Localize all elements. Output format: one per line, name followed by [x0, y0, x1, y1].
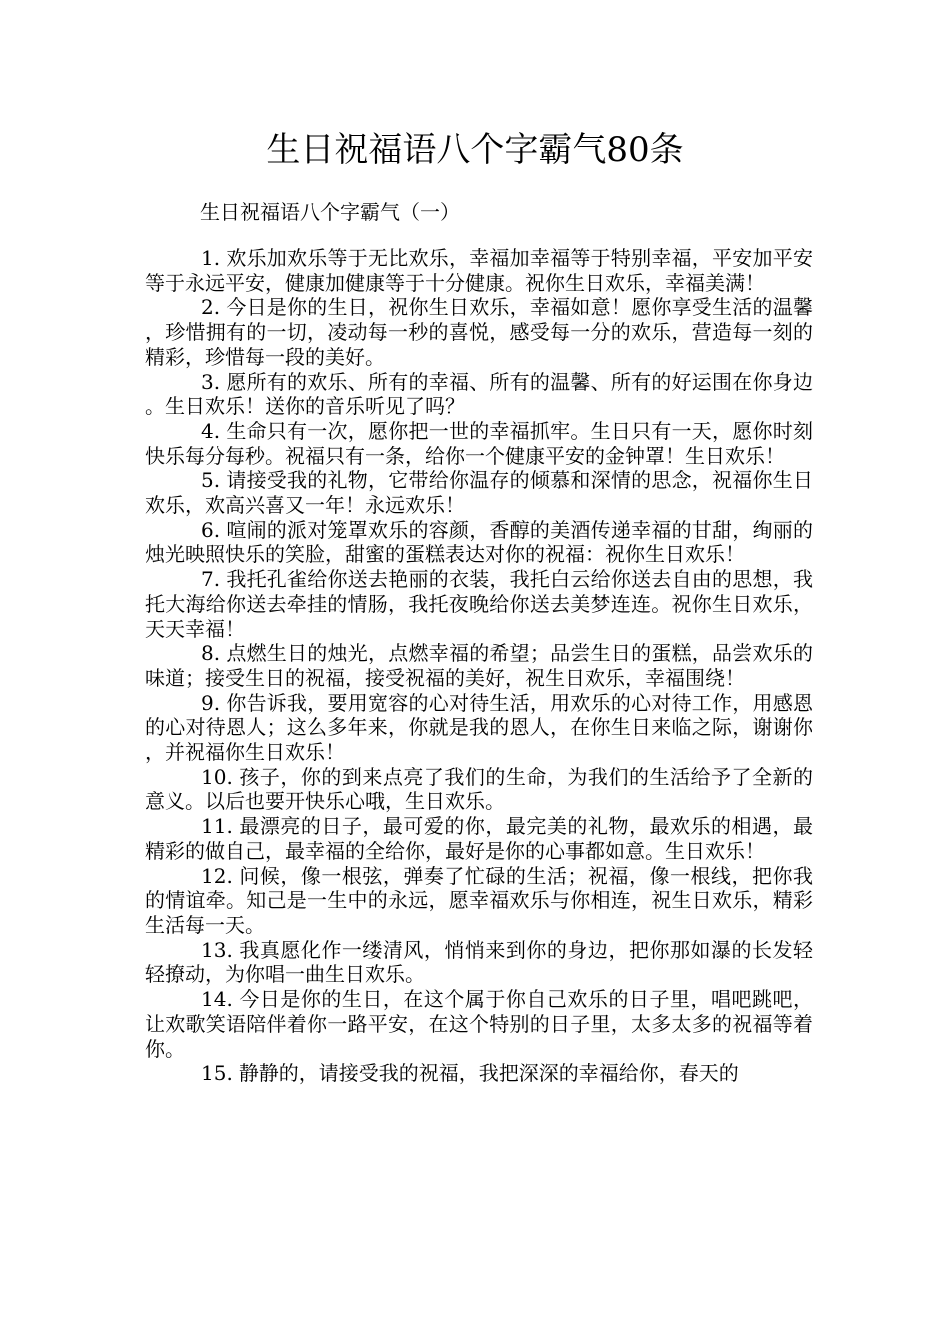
item-number: 2. [201, 295, 221, 320]
item-text: 静静的，请接受我的祝福，我把深深的幸福给你，春天的 [238, 1061, 739, 1086]
item-number: 6. [201, 517, 221, 542]
list-item [145, 419, 813, 468]
list-item [145, 370, 813, 419]
item-number: 10. [201, 764, 233, 789]
list-item [145, 765, 813, 814]
item-number: 15. [201, 1061, 233, 1086]
item-text: 点燃生日的烛光，点燃幸福的希望；品尝生日的蛋糕，品尝欢乐的味道；接受生日的祝福，接受祝福的美好，祝生日欢乐，幸福围绕！ [145, 641, 813, 690]
item-number: 9. [201, 690, 221, 715]
item-number: 11. [201, 814, 233, 839]
list-item [145, 567, 813, 641]
section-heading: 生日祝福语八个字霸气（一） [200, 200, 460, 224]
body-text [145, 246, 813, 1086]
list-item [145, 468, 813, 517]
list-item [145, 295, 813, 369]
item-number: 7. [201, 567, 221, 592]
item-text: 愿所有的欢乐、所有的幸福、所有的温馨、所有的好运围在你身边。生日欢乐！送你的音乐听见了吗？ [145, 369, 813, 419]
list-item [145, 1061, 813, 1086]
item-text: 你告诉我，要用宽容的心对待生活，用欢乐的心对待工作，用感恩的心对待恩人；这么多年来，你就是我的恩人，在你生日来临之际，谢谢你，并祝福你生日欢乐！ [145, 690, 813, 765]
list-item [145, 691, 813, 765]
item-text: 问候，像一根弦，弹奏了忙碌的生活；祝福，像一根线，把你我的情谊牵。知己是一生中的永远，愿幸福欢乐与你相连，祝生日欢乐，精彩生活每一天。 [145, 863, 813, 937]
item-number: 13. [201, 937, 233, 962]
page-title: 生日祝福语八个字霸气80条 [266, 130, 684, 170]
item-text: 欢乐加欢乐等于无比欢乐，幸福加幸福等于特别幸福，平安加平安等于永远平安，健康加健康等于十分健康。祝你生日欢乐，幸福美满！ [145, 246, 813, 295]
item-number: 14. [201, 987, 233, 1012]
list-item [145, 641, 813, 690]
item-text: 今日是你的生日，在这个属于你自己欢乐的日子里，唱吧跳吧，让欢歌笑语陪伴着你一路平安，在这个特别的日子里，太多太多的祝福等着你。 [145, 987, 813, 1061]
item-text: 我真愿化作一缕清风，悄悄来到你的身边，把你那如瀑的长发轻轻撩动，为你唱一曲生日欢乐。 [145, 937, 813, 987]
item-text: 孩子，你的到来点亮了我们的生命，为我们的生活给予了全新的意义。以后也要开快乐心哦，生日欢乐。 [145, 764, 813, 814]
item-text: 请接受我的礼物，它带给你温存的倾慕和深情的思念，祝福你生日欢乐，欢高兴喜又一年！永远欢乐！ [145, 468, 813, 518]
list-item [145, 864, 813, 938]
item-number: 3. [201, 369, 221, 394]
item-number: 1. [201, 246, 221, 270]
item-text: 我托孔雀给你送去艳丽的衣装，我托白云给你送去自由的思想，我托大海给你送去牵挂的情肠，我托夜晚给你送去美梦连连。祝你生日欢乐，天天幸福！ [145, 567, 813, 641]
item-text: 最漂亮的日子，最可爱的你，最完美的礼物，最欢乐的相遇，最精彩的做自己，最幸福的全给你，最好是你的心事都如意。生日欢乐！ [145, 814, 813, 863]
list-item [145, 938, 813, 987]
item-number: 4. [201, 418, 221, 443]
item-number: 5. [201, 468, 221, 493]
item-text: 生命只有一次，愿你把一世的幸福抓牢。生日只有一天，愿你时刻快乐每分每秒。祝福只有一条，给你一个健康平安的金钟罩！生日欢乐！ [145, 418, 813, 468]
list-item [145, 814, 813, 863]
list-item [145, 518, 813, 567]
item-number: 12. [201, 863, 233, 888]
list-item [145, 246, 813, 295]
item-number: 8. [201, 641, 221, 666]
item-text: 喧闹的派对笼罩欢乐的容颜，香醇的美酒传递幸福的甘甜，绚丽的烛光映照快乐的笑脸，甜蜜的蛋糕表达对你的祝福：祝你生日欢乐！ [145, 517, 813, 567]
item-text: 今日是你的生日，祝你生日欢乐，幸福如意！愿你享受生活的温馨，珍惜拥有的一切，凌动每一秒的喜悦，感受每一分的欢乐，营造每一刻的精彩，珍惜每一段的美好。 [145, 295, 813, 369]
list-item [145, 987, 813, 1061]
